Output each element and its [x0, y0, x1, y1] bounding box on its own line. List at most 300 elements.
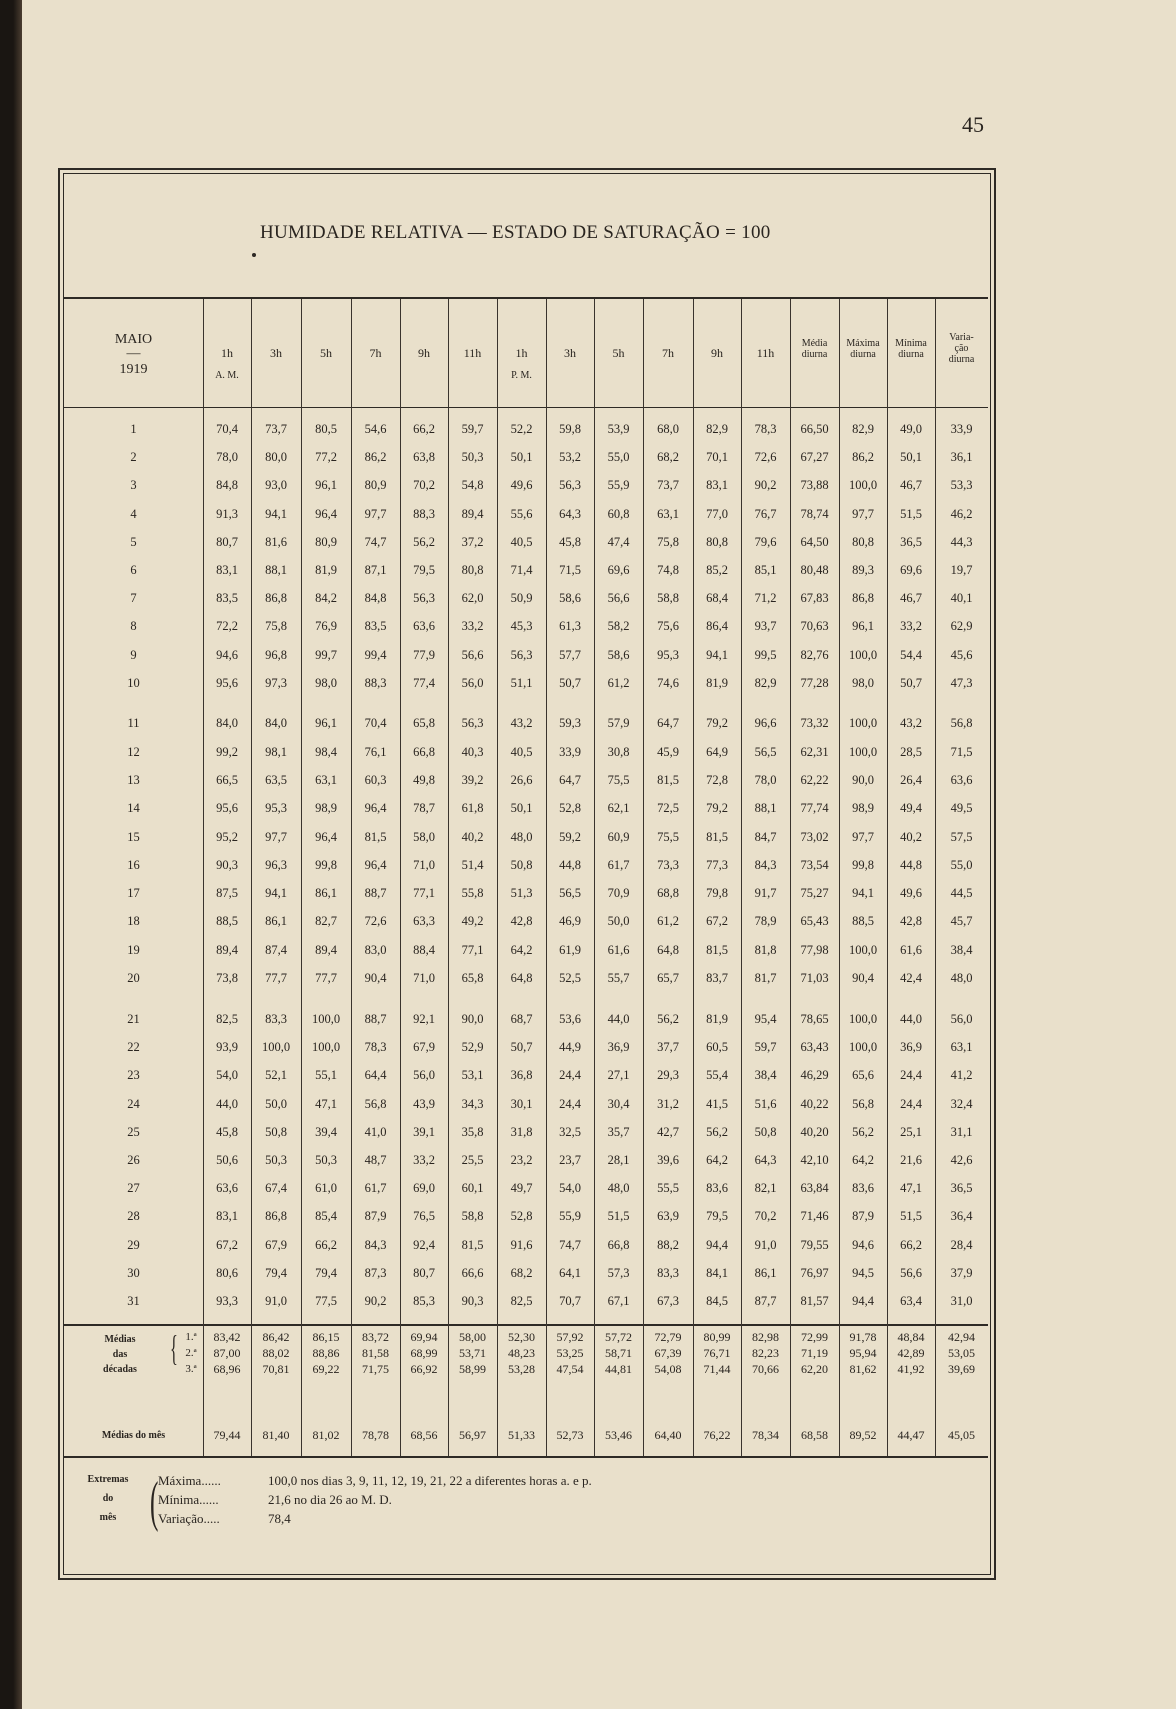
table-cell: 36,9	[900, 1040, 922, 1054]
table-cell: 77,7	[315, 971, 337, 985]
table-cell: 45,9	[657, 745, 679, 759]
table-cell: 72,2	[216, 619, 238, 633]
table-cell: 46,7	[900, 591, 922, 605]
table-cell: 66,8	[607, 1238, 630, 1252]
table-cell: 95,6	[216, 676, 238, 690]
table-cell: 91,3	[216, 507, 238, 521]
table-cell: 96,6	[754, 716, 777, 730]
header-hour: 11h	[463, 346, 482, 360]
table-cell: 77,28	[800, 676, 829, 690]
table-cell: 88,3	[413, 507, 435, 521]
table-cell: 24,4	[559, 1097, 581, 1111]
table-cell: 74,8	[657, 563, 679, 577]
table-cell: 88,1	[265, 563, 287, 577]
table-cell: 45,6	[950, 648, 973, 662]
day-number: 21	[127, 1012, 140, 1026]
column-rule	[251, 299, 252, 1456]
table-cell: 100,0	[848, 1012, 878, 1026]
table-cell: 56,2	[706, 1125, 728, 1139]
table-cell: 51,6	[754, 1097, 777, 1111]
header-hour: 11h	[756, 346, 775, 360]
table-cell: 26,6	[510, 773, 533, 787]
table-cell: 70,1	[706, 450, 728, 464]
table-cell: 86,8	[852, 591, 874, 605]
table-cell: 63,8	[413, 450, 435, 464]
table-cell: 50,7	[900, 676, 922, 690]
table-cell: 30,4	[607, 1097, 630, 1111]
mes-cell: 44,47	[897, 1428, 925, 1442]
table-cell: 73,88	[800, 478, 829, 492]
table-cell: 52,9	[461, 1040, 484, 1054]
table-cell: 95,3	[657, 648, 679, 662]
table-cell: 75,6	[657, 619, 679, 633]
mes-cell: 68,56	[410, 1428, 438, 1442]
extremas-item-value: 100,0 nos dias 3, 9, 11, 12, 19, 21, 22 a diferentes horas a. e p.	[268, 1473, 592, 1488]
table-cell: 50,0	[265, 1097, 287, 1111]
table-cell: 94,1	[265, 507, 287, 521]
table-cell: 88,5	[852, 914, 874, 928]
table-cell: 99,8	[315, 858, 337, 872]
table-cell: 50,1	[510, 801, 533, 815]
table-cell: 42,6	[950, 1153, 973, 1167]
table-cell: 64,2	[510, 943, 533, 957]
table-cell: 94,1	[852, 886, 874, 900]
day-number: 12	[127, 745, 140, 759]
header-am: A. M.	[215, 370, 239, 381]
table-cell: 78,3	[364, 1040, 387, 1054]
table-cell: 76,1	[364, 745, 387, 759]
table-cell: 67,2	[216, 1238, 238, 1252]
extremas-label: Extremas	[87, 1474, 129, 1485]
table-cell: 78,3	[754, 422, 777, 436]
table-cell: 99,4	[364, 648, 387, 662]
table-cell: 67,3	[657, 1294, 679, 1308]
table-cell: 61,7	[364, 1181, 387, 1195]
header-variacao-diurna: diurna	[948, 354, 975, 365]
table-cell: 71,03	[800, 971, 829, 985]
extremas-item-name: Mínima......	[158, 1492, 219, 1507]
table-cell: 98,0	[852, 676, 874, 690]
table-cell: 73,02	[800, 830, 829, 844]
table-cell: 100,0	[848, 943, 878, 957]
table-cell: 47,3	[950, 676, 973, 690]
table-cell: 63,1	[315, 773, 337, 787]
day-number: 26	[127, 1153, 140, 1167]
day-number: 19	[127, 943, 140, 957]
table-cell: 33,2	[461, 619, 484, 633]
table-cell: 73,32	[800, 716, 829, 730]
table-cell: 79,5	[413, 563, 435, 577]
table-cell: 43,2	[510, 716, 533, 730]
table-cell: 60,9	[607, 830, 630, 844]
table-cell: 98,0	[315, 676, 337, 690]
table-cell: 64,50	[800, 535, 829, 549]
table-cell: 24,4	[900, 1097, 922, 1111]
day-number: 15	[127, 830, 140, 844]
header-hour: 9h	[418, 346, 430, 360]
table-cell: 46,7	[900, 478, 922, 492]
table-cell: 78,9	[754, 914, 777, 928]
table-cell: 56,3	[461, 716, 484, 730]
decadas-cell: 44,81	[605, 1362, 632, 1376]
table-cell: 87,5	[216, 886, 238, 900]
table-cell: 74,7	[559, 1238, 581, 1252]
table-cell: 41,2	[950, 1068, 973, 1082]
table-cell: 78,0	[754, 773, 777, 787]
table-cell: 66,5	[216, 773, 238, 787]
table-cell: 67,2	[706, 914, 728, 928]
table-cell: 69,0	[413, 1181, 435, 1195]
table-cell: 80,8	[852, 535, 874, 549]
table-cell: 61,7	[607, 858, 630, 872]
mes-cell: 78,78	[362, 1428, 389, 1442]
table-cell: 96,4	[364, 858, 387, 872]
table-cell: 75,8	[657, 535, 679, 549]
table-cell: 38,4	[950, 943, 973, 957]
table-cell: 79,8	[706, 886, 728, 900]
table-cell: 50,3	[315, 1153, 337, 1167]
header-variacao-diurna: Varia-	[949, 332, 974, 343]
table-cell: 95,6	[216, 801, 238, 815]
table-cell: 65,43	[800, 914, 829, 928]
table-cell: 44,0	[900, 1012, 922, 1026]
mes-cell: 78,34	[752, 1428, 779, 1442]
column-rule	[887, 299, 888, 1456]
table-cell: 86,2	[364, 450, 387, 464]
table-cell: 99,5	[754, 648, 777, 662]
table-cell: 39,6	[657, 1153, 679, 1167]
table-cell: 40,2	[461, 830, 484, 844]
table-cell: 37,7	[657, 1040, 679, 1054]
day-number: 27	[127, 1181, 140, 1195]
decadas-cell: 67,39	[654, 1346, 682, 1360]
table-cell: 89,4	[461, 507, 484, 521]
table-cell: 31,8	[510, 1125, 533, 1139]
table-cell: 44,5	[950, 886, 973, 900]
table-cell: 52,5	[559, 971, 581, 985]
decadas-cell: 87,00	[213, 1346, 241, 1360]
table-cell: 80,8	[461, 563, 484, 577]
table-cell: 64,2	[852, 1153, 874, 1167]
table-cell: 39,4	[315, 1125, 337, 1139]
table-cell: 48,0	[510, 830, 533, 844]
table-cell: 49,7	[510, 1181, 533, 1195]
header-variacao-diurna: ção	[954, 343, 969, 354]
table-cell: 40,3	[461, 745, 484, 759]
mes-cell: 76,22	[703, 1428, 731, 1442]
table-cell: 96,8	[265, 648, 287, 662]
table-cell: 55,4	[706, 1068, 728, 1082]
table-cell: 100,0	[848, 716, 878, 730]
table-cell: 77,2	[315, 450, 337, 464]
table-cell: 94,6	[216, 648, 238, 662]
table-cell: 42,8	[900, 914, 922, 928]
table-cell: 53,9	[607, 422, 630, 436]
decadas-cell: 82,23	[752, 1346, 779, 1360]
table-cell: 79,2	[706, 716, 728, 730]
table-cell: 50,0	[607, 914, 630, 928]
table-cell: 67,83	[800, 591, 829, 605]
header-hour: 1h	[515, 346, 528, 360]
table-cell: 63,84	[800, 1181, 829, 1195]
page-number: 45	[962, 112, 984, 137]
table-cell: 69,6	[900, 563, 922, 577]
table-cell: 77,98	[800, 943, 829, 957]
decadas-cell: 57,92	[556, 1330, 584, 1344]
table-cell: 64,3	[559, 507, 581, 521]
table-cell: 86,1	[754, 1266, 777, 1280]
table-cell: 93,0	[265, 478, 287, 492]
table-cell: 64,3	[754, 1153, 777, 1167]
day-number: 4	[130, 507, 137, 521]
table-cell: 95,4	[754, 1012, 777, 1026]
table-cell: 61,2	[657, 914, 679, 928]
table-cell: 63,9	[657, 1209, 679, 1223]
table-cell: 77,1	[413, 886, 435, 900]
table-cell: 42,7	[657, 1125, 679, 1139]
table-cell: 56,3	[559, 478, 581, 492]
header-hour: 7h	[662, 346, 674, 360]
table-cell: 66,2	[315, 1238, 337, 1252]
table-cell: 85,3	[413, 1294, 435, 1308]
table-cell: 71,0	[413, 971, 435, 985]
decadas-cell: 54,08	[654, 1362, 682, 1376]
table-cell: 66,2	[413, 422, 435, 436]
table-cell: 56,3	[510, 648, 533, 662]
table-cell: 80,7	[413, 1266, 435, 1280]
decadas-cell: 48,23	[508, 1346, 535, 1360]
table-cell: 70,2	[754, 1209, 777, 1223]
table-cell: 42,10	[800, 1153, 829, 1167]
decadas-cell: 47,54	[556, 1362, 584, 1376]
header-media-diurna: Média	[801, 338, 828, 349]
day-number: 1	[130, 422, 137, 436]
table-cell: 84,3	[754, 858, 777, 872]
mes-cell: 79,44	[213, 1428, 241, 1442]
table-cell: 97,3	[265, 676, 287, 690]
table-cell: 67,27	[800, 450, 829, 464]
table-cell: 88,5	[216, 914, 238, 928]
table-cell: 64,7	[559, 773, 581, 787]
table-cell: 96,1	[315, 716, 337, 730]
table-cell: 100,0	[261, 1040, 291, 1054]
table-cell: 75,5	[607, 773, 630, 787]
table-cell: 70,9	[607, 886, 630, 900]
table-cell: 88,7	[364, 886, 387, 900]
table-cell: 86,8	[265, 1209, 287, 1223]
table-cell: 45,3	[510, 619, 533, 633]
header-hour: 3h	[564, 346, 576, 360]
table-cell: 56,8	[950, 716, 973, 730]
decadas-mark: 2.ª	[185, 1347, 197, 1359]
table-cell: 51,4	[461, 858, 484, 872]
header-month: MAIO	[114, 332, 153, 347]
table-cell: 53,1	[461, 1068, 484, 1082]
table-cell: 47,1	[315, 1097, 337, 1111]
table-cell: 39,1	[413, 1125, 435, 1139]
table-cell: 60,8	[607, 507, 630, 521]
decadas-cell: 71,44	[703, 1362, 731, 1376]
header-year: 1919	[119, 362, 148, 377]
table-cell: 55,9	[607, 478, 630, 492]
table-cell: 66,50	[800, 422, 829, 436]
column-rule	[448, 299, 449, 1456]
table-cell: 62,31	[800, 745, 829, 759]
table-cell: 49,2	[461, 914, 484, 928]
table-cell: 67,4	[265, 1181, 287, 1195]
header-minima-diurna: diurna	[898, 349, 924, 360]
table-cell: 90,4	[364, 971, 387, 985]
table-cell: 81,5	[461, 1238, 484, 1252]
table-cell: 65,6	[852, 1068, 874, 1082]
table-cell: 82,7	[315, 914, 337, 928]
mes-cell: 53,46	[605, 1428, 632, 1442]
table-cell: 87,7	[754, 1294, 777, 1308]
column-rule	[741, 299, 742, 1456]
table-cell: 68,8	[657, 886, 679, 900]
column-rule	[546, 299, 547, 1456]
decadas-cell: 71,19	[801, 1346, 828, 1360]
table-cell: 23,2	[510, 1153, 533, 1167]
decadas-cell: 71,75	[362, 1362, 389, 1376]
table-cell: 55,6	[510, 507, 533, 521]
table-cell: 83,7	[706, 971, 728, 985]
table-cell: 89,4	[315, 943, 337, 957]
table-cell: 80,0	[265, 450, 287, 464]
table-cell: 100,0	[848, 1040, 878, 1054]
table-cell: 58,8	[461, 1209, 484, 1223]
table-cell: 39,2	[461, 773, 484, 787]
table-cell: 97,7	[364, 507, 387, 521]
extremas-label: do	[102, 1493, 114, 1504]
table-cell: 24,4	[900, 1068, 922, 1082]
table-cell: 49,4	[900, 801, 922, 815]
table-cell: 70,4	[216, 422, 238, 436]
table-cell: 58,2	[607, 619, 630, 633]
table-cell: 62,1	[607, 801, 630, 815]
table-cell: 63,6	[413, 619, 435, 633]
table-cell: 43,9	[413, 1097, 435, 1111]
table-cell: 90,4	[852, 971, 874, 985]
table-cell: 83,5	[364, 619, 387, 633]
table-cell: 100,0	[311, 1012, 341, 1026]
table-cell: 62,22	[800, 773, 829, 787]
table-cell: 66,8	[413, 745, 435, 759]
table-cell: 87,3	[364, 1266, 387, 1280]
table-cell: 100,0	[848, 745, 878, 759]
table-cell: 63,1	[657, 507, 679, 521]
table-cell: 34,3	[461, 1097, 484, 1111]
table-cell: 94,4	[852, 1294, 874, 1308]
table-cell: 90,3	[216, 858, 238, 872]
table-cell: 79,5	[706, 1209, 728, 1223]
table-cell: 50,9	[510, 591, 533, 605]
table-cell: 61,3	[559, 619, 581, 633]
day-number: 23	[127, 1068, 140, 1082]
table-cell: 85,2	[706, 563, 728, 577]
decadas-cell: 69,22	[312, 1362, 340, 1376]
table-cell: 47,1	[900, 1181, 922, 1195]
table-cell: 51,1	[510, 676, 533, 690]
table-cell: 83,1	[216, 1209, 238, 1223]
table-cell: 81,7	[754, 971, 777, 985]
decadas-label: Médias	[104, 1334, 136, 1345]
extremas-label: mês	[99, 1512, 117, 1523]
table-cell: 55,8	[461, 886, 484, 900]
decadas-cell: 76,71	[703, 1346, 731, 1360]
table-cell: 81,5	[706, 943, 728, 957]
decadas-cell: 86,15	[312, 1330, 340, 1344]
table-cell: 86,2	[852, 450, 874, 464]
decadas-mark: 3.ª	[185, 1363, 197, 1375]
table-cell: 58,6	[607, 648, 630, 662]
table-cell: 28,5	[900, 745, 922, 759]
table-cell: 58,0	[413, 830, 435, 844]
table-cell: 66,6	[461, 1266, 484, 1280]
table-cell: 60,3	[364, 773, 387, 787]
table-cell: 74,6	[657, 676, 679, 690]
table-cell: 98,9	[315, 801, 337, 815]
table-cell: 33,9	[950, 422, 973, 436]
table-cell: 63,43	[800, 1040, 829, 1054]
table-cell: 67,9	[413, 1040, 435, 1054]
day-number: 18	[127, 914, 140, 928]
table-cell: 36,1	[950, 450, 973, 464]
header-minima-diurna: Mínima	[895, 338, 927, 349]
decadas-cell: 86,42	[262, 1330, 290, 1344]
table-cell: 40,5	[510, 745, 533, 759]
table-cell: 78,74	[800, 507, 829, 521]
table-cell: 40,1	[950, 591, 973, 605]
mes-cell: 52,73	[556, 1428, 584, 1442]
table-cell: 52,8	[510, 1209, 533, 1223]
decadas-cell: 62,20	[801, 1362, 828, 1376]
table-cell: 54,0	[216, 1068, 238, 1082]
table-cell: 87,1	[364, 563, 387, 577]
table-cell: 72,6	[754, 450, 777, 464]
table-cell: 94,1	[265, 886, 287, 900]
table-cell: 70,7	[559, 1294, 581, 1308]
table-cell: 92,4	[413, 1238, 435, 1252]
table-cell: 56,2	[413, 535, 435, 549]
table-cell: 52,8	[559, 801, 581, 815]
table-cell: 45,8	[216, 1125, 238, 1139]
table-cell: 85,4	[315, 1209, 337, 1223]
table-cell: 89,4	[216, 943, 238, 957]
table-cell: 99,7	[315, 648, 337, 662]
table-cell: 36,9	[607, 1040, 630, 1054]
column-rule	[693, 299, 694, 1456]
table-cell: 84,7	[754, 830, 777, 844]
table-cell: 76,9	[315, 619, 337, 633]
table-cell: 27,1	[607, 1068, 630, 1082]
table-cell: 31,1	[950, 1125, 973, 1139]
day-number: 29	[127, 1238, 140, 1252]
table-cell: 55,0	[607, 450, 630, 464]
table-cell: 32,5	[559, 1125, 581, 1139]
decadas-cell: 68,99	[410, 1346, 438, 1360]
table-cell: 99,2	[216, 745, 238, 759]
table-cell: 47,4	[607, 535, 630, 549]
header-hour: 5h	[612, 346, 625, 360]
day-number: 22	[127, 1040, 140, 1054]
table-cell: 88,1	[754, 801, 777, 815]
table-cell: 84,8	[364, 591, 387, 605]
table-cell: 97,7	[852, 830, 874, 844]
day-number: 17	[127, 886, 140, 900]
table-cell: 50,1	[510, 450, 533, 464]
table-cell: 71,4	[510, 563, 533, 577]
